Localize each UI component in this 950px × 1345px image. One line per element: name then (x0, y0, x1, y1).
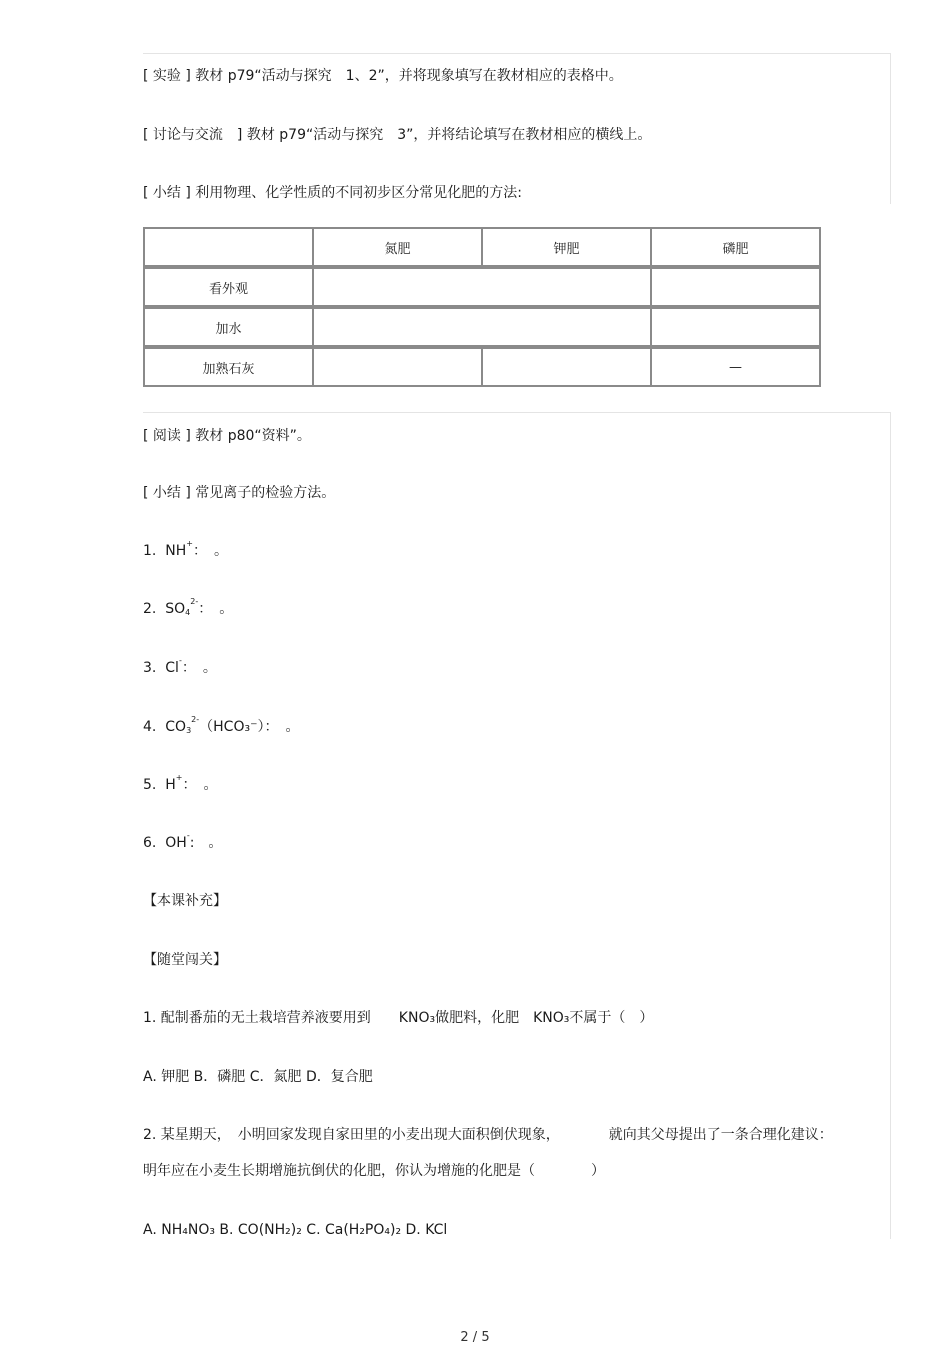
ion-formula: Cl (165, 660, 179, 676)
discussion-line: [ 讨论与交流 ] 教材 p79“活动与探究 3”，并将结论填写在教材相应的横线上。 (143, 127, 652, 143)
table-row-label-water: 加水 (143, 307, 314, 347)
table-header-empty (143, 227, 314, 267)
page-number: 2 / 5 (460, 1330, 490, 1345)
ion-answer-blank: ： 。 (182, 777, 218, 793)
ion-formula: OH (165, 835, 187, 851)
table-cell-appearance-merged (312, 267, 652, 307)
ion-formula: SO (165, 601, 186, 617)
ion-item: 2. $SO_4^{2-}$： 。 (143, 597, 234, 617)
ion-item (143, 833, 222, 853)
table-cell-lime-phosphorus: — (650, 347, 821, 387)
ion-item: 4. $CO_3^{2-}(HCO_3^-)$： 。 (143, 715, 300, 735)
question-2-line-1: 2. 某星期天， 小明回家发现自家田里的小麦出现大面积倒伏现象， 就向其父母提出了一条合理化建议： (143, 1127, 833, 1143)
ion-item (143, 541, 228, 561)
table-cell-lime-potassium (481, 347, 652, 387)
ion-formula: H (165, 777, 176, 793)
summary-line: [ 小结 ] 利用物理、化学性质的不同初步区分常见化肥的方法: (143, 185, 522, 201)
ion-answer-blank: （HCO₃⁻）： 。 (199, 719, 300, 735)
ion-item (143, 775, 218, 795)
question-2-line-2: 明年应在小麦生长期增施抗倒伏的化肥，你认为增施的化肥是（ ） (143, 1163, 605, 1179)
ion-number: 2. (143, 601, 157, 617)
table-row-label-appearance: 看外观 (143, 267, 314, 307)
table-row-label-lime: 加熟石灰 (143, 347, 314, 387)
table-header-nitrogen: 氮肥 (312, 227, 483, 267)
ion-answer-blank: ： 。 (198, 601, 234, 617)
experiment-line: [ 实验 ] 教材 p79“活动与探究 1、2”，并将现象填写在教材相应的表格中。 (143, 68, 623, 84)
question-1: 1. 配制番茄的无土栽培营养液要用到 KNO₃做肥料，化肥 KNO₃不属于（ ） (143, 1010, 654, 1026)
table-header-potassium: 钾肥 (481, 227, 652, 267)
ion-number: 5. (143, 777, 157, 793)
reading-line: [ 阅读 ] 教材 p80“资料”。 (143, 428, 311, 444)
ion-summary-line: [ 小结 ] 常见离子的检验方法。 (143, 485, 336, 501)
table-cell-water-phosphorus (650, 307, 821, 347)
ion-formula: CO (165, 719, 187, 735)
question-1-options: A. 钾肥 B．磷肥 C．氮肥 D．复合肥 (143, 1069, 373, 1085)
ion-answer-blank: ： 。 (181, 660, 217, 676)
ion-charge: + (186, 539, 193, 548)
ion-answer-blank: ： 。 (192, 543, 228, 559)
ion-charge: 2- (190, 597, 199, 606)
ion-number: 1. (143, 543, 157, 559)
table-header-phosphorus: 磷肥 (650, 227, 821, 267)
ion-number: 3. (143, 660, 157, 676)
ion-formula: NH (165, 543, 187, 559)
ion-item (143, 658, 217, 678)
table-cell-water-merged (312, 307, 652, 347)
ion-number: 6. (143, 835, 157, 851)
supplement-heading: 【本课补充】 (143, 893, 227, 909)
ion-charge: - (178, 656, 182, 665)
table-cell-appearance-phosphorus (650, 267, 821, 307)
quiz-heading: 【随堂闯关】 (143, 952, 227, 968)
ion-number: 4. (143, 719, 157, 735)
ion-charge: - (186, 831, 190, 840)
question-2-options: A. NH₄NO₃ B. CO(NH₂)₂ C. Ca(H₂PO₄)₂ D. KCl (143, 1222, 448, 1238)
ion-answer-blank: : 。 (189, 835, 223, 851)
table-cell-lime-nitrogen (312, 347, 483, 387)
fertilizer-table (143, 227, 821, 387)
ion-charge: + (175, 773, 183, 782)
content-frame-bottom (143, 412, 891, 1239)
ion-charge: 2- (191, 715, 200, 724)
